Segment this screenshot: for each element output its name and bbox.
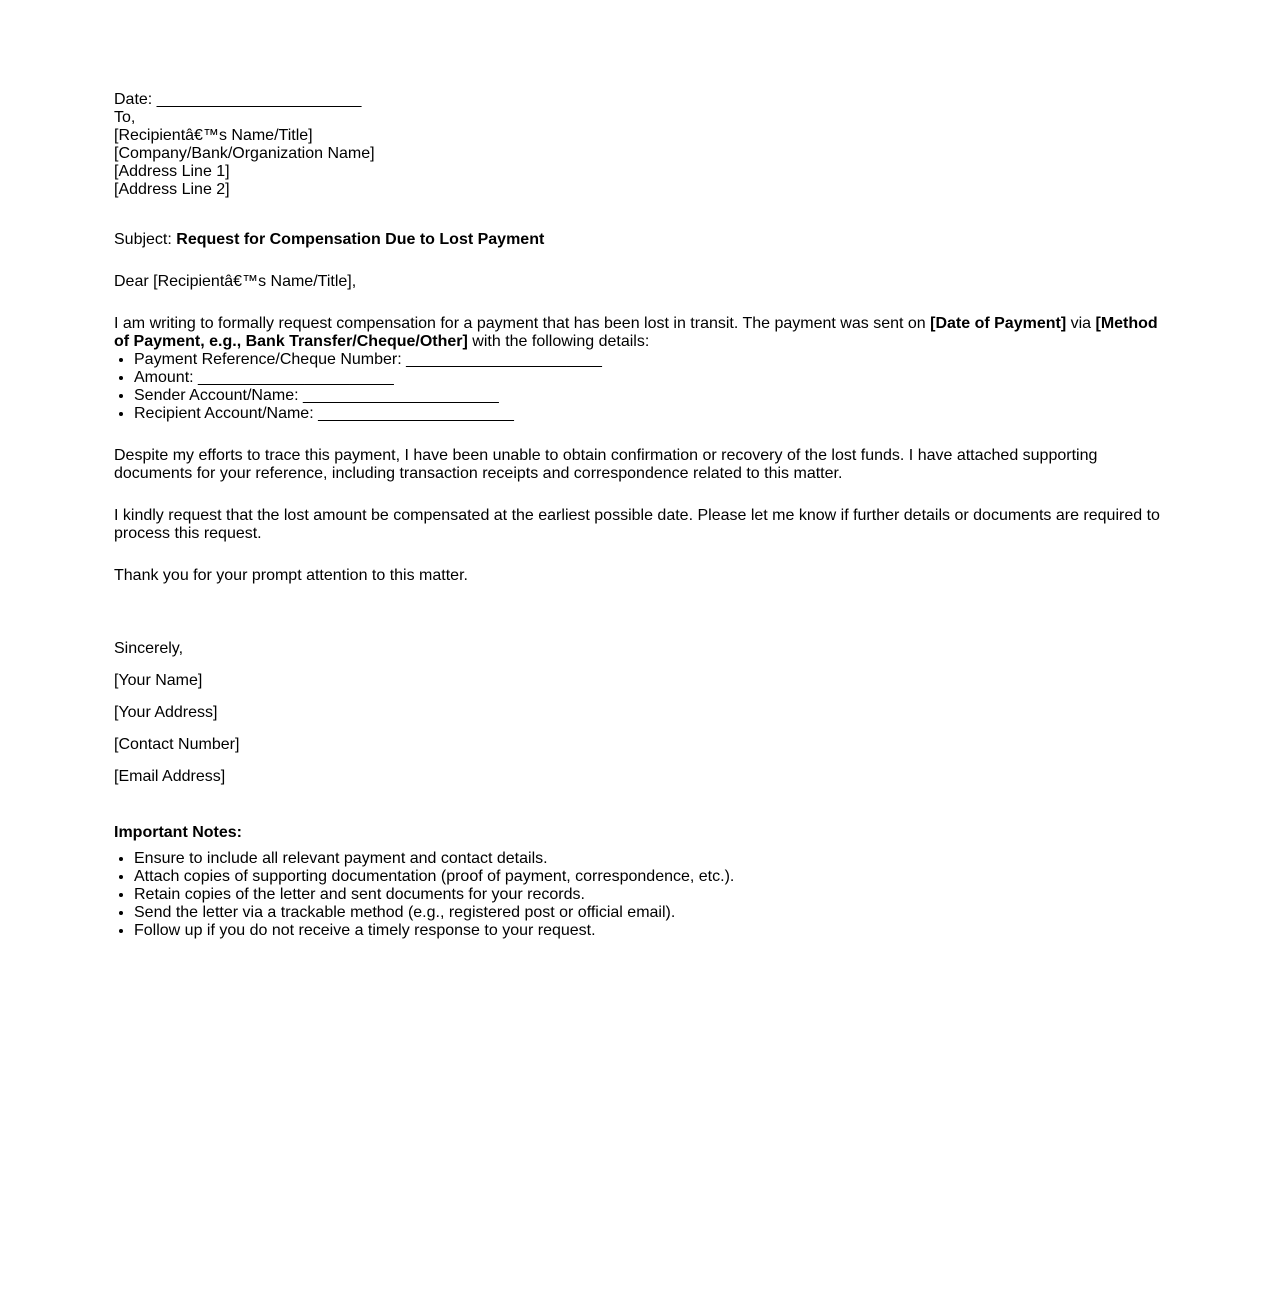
company-line: [Company/Bank/Organization Name] [114, 145, 375, 162]
body-paragraph-3: I kindly request that the lost amount be compensated at the earliest possible date. Please let me know if further details or documents are required to process this request. [114, 507, 1160, 542]
to-line: To, [114, 109, 136, 126]
list-item: • Follow up if you do not receive a timely response to your request. [134, 922, 1166, 940]
subject-line [114, 231, 1166, 249]
date-blank: _______________________ [156, 91, 362, 108]
date-label: Date: [114, 91, 153, 108]
date-line [114, 91, 1166, 109]
body1-date-of-payment: [Date of Payment] [930, 315, 1067, 332]
detail-label: Payment Reference/Cheque Number: [134, 351, 402, 368]
list-item [134, 369, 1166, 387]
signature-address: [Your Address] [114, 704, 218, 721]
list-item: • Retain copies of the letter and sent documents for your records. [134, 886, 1166, 904]
body1-part1: I am writing to formally request compensation for a payment that has been lost in transit. The payment was sent on [114, 315, 931, 332]
list-item: • Ensure to include all relevant payment and contact details. [134, 850, 1166, 868]
body1-method-of-payment: [Method of Payment, e.g., Bank Transfer/Cheque/Other] [114, 315, 1158, 350]
list-item: • Attach copies of supporting documentation (proof of payment, correspondence, etc.). [134, 868, 1166, 886]
payment-details-list [114, 351, 1166, 423]
body-paragraph-2: Despite my efforts to trace this payment, I have been unable to obtain confirmation or recovery of the lost funds. I have attached supporting documents for your reference, including transaction receipts and correspondence related to this matter. [114, 447, 1098, 482]
list-item: • Send the letter via a trackable method (e.g., registered post or official email). [134, 904, 1166, 922]
detail-blank: ______________________ [198, 369, 394, 386]
greeting: Dear [Recipientâ€™s Name/Title], [114, 273, 357, 290]
address-line-2: [Address Line 2] [114, 181, 230, 198]
notes-title: Important Notes: [114, 824, 242, 841]
body1-part2: via [1066, 315, 1096, 332]
body-paragraph-1 [114, 315, 1166, 351]
detail-blank: ______________________ [303, 387, 499, 404]
signature-name: [Your Name] [114, 672, 203, 689]
signature-contact: [Contact Number] [114, 736, 240, 753]
detail-label: Recipient Account/Name: [134, 405, 314, 422]
list-item [134, 387, 1166, 405]
closing: Sincerely, [114, 640, 184, 657]
detail-blank: ______________________ [406, 351, 602, 368]
address-line-1: [Address Line 1] [114, 163, 230, 180]
recipient-line: [Recipientâ€™s Name/Title] [114, 127, 313, 144]
subject-label: Subject: [114, 231, 172, 248]
notes-list [114, 850, 1166, 940]
list-item [134, 351, 1166, 369]
letter-content [114, 91, 1166, 940]
detail-label: Sender Account/Name: [134, 387, 299, 404]
body-paragraph-4: Thank you for your prompt attention to this matter. [114, 567, 468, 584]
list-item [134, 405, 1166, 423]
signature-email: [Email Address] [114, 768, 226, 785]
detail-label: Amount: [134, 369, 194, 386]
detail-blank: ______________________ [318, 405, 514, 422]
body1-part3: with the following details: [467, 333, 650, 350]
subject-text: Request for Compensation Due to Lost Payment [176, 231, 545, 248]
